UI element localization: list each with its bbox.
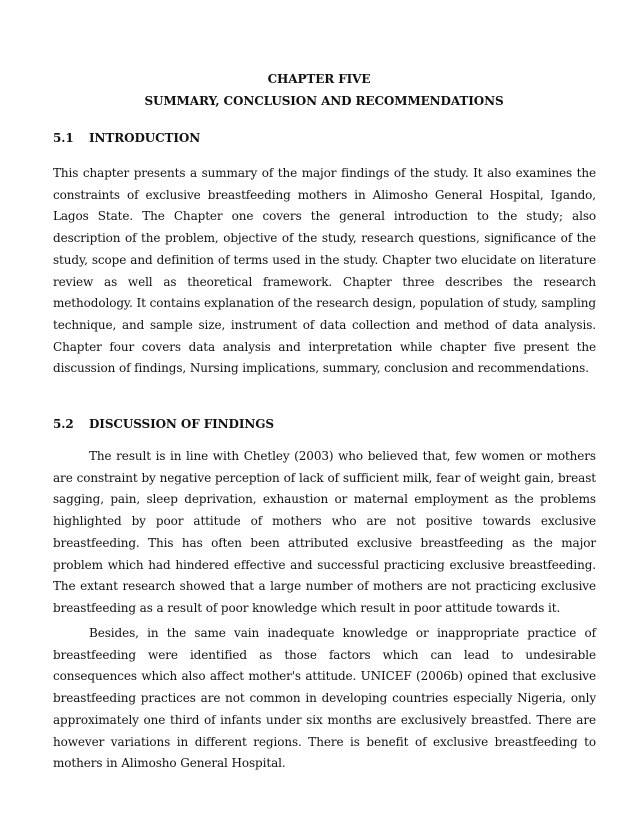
section-number: 5.1	[53, 131, 74, 145]
introduction-paragraph: This chapter presents a summary of the major findings of the study. It also examines the constraints of exclusive breastfeeding mothers in Alimosho General Hospital, Igando, Lagos State. The Chapter one covers the general introduction to the study; also description of the problem, objective of the study, research questions, significance of the study, scope and definition of terms used in the study. Chapter two elucidate on literature review as well as theoretical framework. Chapter three describes the research methodology. It contains explanation of the research design, population of study, sampling technique, and sample size, instrument of data collection and method of data analysis. Chapter four covers data analysis and interpretation while chapter five present the discussion of findings, Nursing implications, summary, conclusion and recommendations.	[53, 166, 596, 376]
section-number: 5.2	[53, 417, 74, 431]
section-heading-discussion-of-findings	[53, 417, 274, 431]
section-heading-introduction	[53, 131, 200, 145]
chapter-subtitle: SUMMARY, CONCLUSION AND RECOMMENDATIONS	[144, 94, 504, 108]
section-title: INTRODUCTION	[89, 131, 201, 145]
discussion-paragraph-1: The result is in line with Chetley (2003) who believed that, few women or mothers are constraint by negative perception of lack of sufficient milk, fear of weight gain, breast sagging, pain, sleep deprivation, exhaustion or maternal employment as the problems highlighted by poor attitude of mothers who are not positive towards exclusive breastfeeding. This has often been attributed exclusive breastfeeding as the major problem which had hindered effective and successful practicing exclusive breastfeeding. The extant research showed that a large number of mothers are not practicing exclusive breastfeeding as a result of poor knowledge which result in poor attitude towards it.	[53, 449, 596, 615]
chapter-title: CHAPTER FIVE	[267, 72, 371, 86]
section-title: DISCUSSION OF FINDINGS	[89, 417, 274, 431]
discussion-paragraph-2: Besides, in the same vain inadequate knowledge or inappropriate practice of breastfeeding were identified as those factors which can lead to undesirable consequences which also affect mother's attitude. UNICEF (2006b) opined that exclusive breastfeeding practices are not common in developing countries especially Nigeria, only approximately one third of infants under six months are exclusively breastfed. There are however variations in different regions. There is benefit of exclusive breastfeeding to mothers in Alimosho General Hospital.	[53, 626, 596, 771]
